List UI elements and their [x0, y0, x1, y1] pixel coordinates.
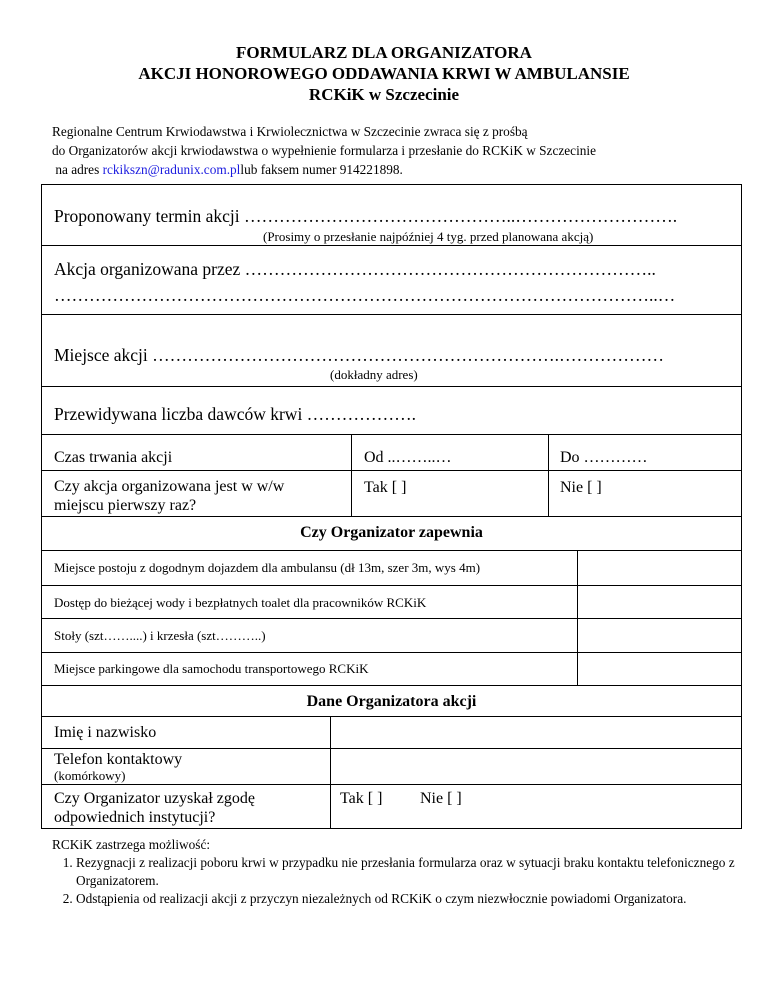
footer-list [52, 854, 742, 908]
first-time-question [54, 477, 284, 515]
term-note: (Prosimy o przesłanie najpóźniej 4 tyg. przed planowana akcją) [263, 229, 594, 244]
consent-yes-checkbox[interactable]: Tak [ ] [340, 790, 383, 807]
first-time-no-checkbox[interactable]: Nie [ ] [560, 479, 602, 496]
provides-checkbox-3[interactable] [578, 619, 741, 652]
provides-checkbox-4[interactable] [578, 653, 741, 685]
footer-intro: RCKiK zastrzega możliwość: [52, 837, 211, 852]
consent-no-checkbox[interactable]: Nie [ ] [420, 790, 462, 807]
name-input[interactable] [331, 717, 741, 748]
footer-item: 1. Rezygnacji z realizacji poboru krwi w przypadku nie przesłania formularza oraz w sytuacji braku kontaktu telefonicznego z Organizatorem. [76, 854, 742, 890]
consent-question-line-2: odpowiednich instytucji? [54, 809, 216, 826]
footer-notes [52, 836, 742, 908]
intro-text [52, 122, 596, 179]
term-field[interactable]: Proponowany termin akcji ………………………………………..………………………. [54, 206, 678, 226]
form-title: FORMULARZ DLA ORGANIZATORA [236, 43, 532, 62]
phone-input[interactable] [331, 749, 741, 783]
first-time-question-line-1: Czy akcja organizowana jest w w/w [54, 478, 285, 495]
provides-checkbox-1[interactable] [578, 551, 741, 585]
intro-line-1: Regionalne Centrum Krwiodawstwa i Krwiolecznictwa w Szczecinie zwraca się z prośbą [52, 124, 528, 139]
consent-question [54, 789, 255, 827]
duration-to-field[interactable]: Do ………… [560, 449, 648, 466]
provides-item-ambulance-parking: Miejsce postoju z dogodnym dojazdem dla ambulansu (dł 13m, szer 3m, wys 4m) [54, 560, 481, 575]
place-field[interactable]: Miejsce akcji …………………………………………………………….……………… [54, 345, 665, 365]
phone-note: (komórkowy) [54, 768, 126, 783]
duration-label: Czas trwania akcji [54, 449, 173, 466]
consent-question-line-1: Czy Organizator uzyskał zgodę [54, 790, 255, 807]
email-link[interactable]: rckikszn@radunix.com.pl [102, 162, 241, 177]
intro-line-3-suffix: lub faksem numer 914221898. [240, 162, 403, 177]
donors-field[interactable]: Przewidywana liczba dawców krwi ………………. [54, 404, 417, 424]
first-time-question-line-2: miejscu pierwszy raz? [54, 497, 197, 514]
form-organization: RCKiK w Szczecinie [308, 85, 460, 104]
intro-line-2: do Organizatorów akcji krwiodawstwa o wypełnienie formularza i przesłanie do RCKiK w Szczecinie [52, 143, 597, 158]
intro-line-3-prefix: na adres [52, 162, 103, 177]
organizer-data-header: Dane Organizatora akcji [306, 693, 477, 710]
provides-header: Czy Organizator zapewnia [300, 524, 483, 541]
name-label: Imię i nazwisko [54, 724, 157, 741]
organizer-field[interactable]: Akcja organizowana przez …………………………………………………………….. [54, 259, 656, 279]
first-time-yes-checkbox[interactable]: Tak [ ] [364, 479, 407, 496]
footer-item: 2. Odstąpienia od realizacji akcji z przyczyn niezależnych od RCKiK o czym niezwłocznie powiadomi Organizatora. [76, 890, 742, 908]
provides-item-tables-chairs[interactable]: Stoły (szt……....) i krzesła (szt………..) [54, 628, 266, 643]
place-note: (dokładny adres) [330, 367, 418, 382]
phone-label: Telefon kontaktowy [54, 751, 183, 768]
intro-line-3 [52, 160, 596, 179]
form-subtitle: AKCJI HONOROWEGO ODDAWANIA KRWI W AMBULANSIE [138, 64, 630, 83]
provides-checkbox-2[interactable] [578, 586, 741, 618]
provides-item-water-toilets: Dostęp do bieżącej wody i bezpłatnych toalet dla pracowników RCKiK [54, 595, 427, 610]
provides-item-transport-parking: Miejsce parkingowe dla samochodu transportowego RCKiK [54, 661, 369, 676]
duration-from-field[interactable]: Od ..……..… [364, 449, 452, 466]
organizer-field-line-2[interactable]: …………………………………………………………………………………………..… [54, 285, 676, 305]
